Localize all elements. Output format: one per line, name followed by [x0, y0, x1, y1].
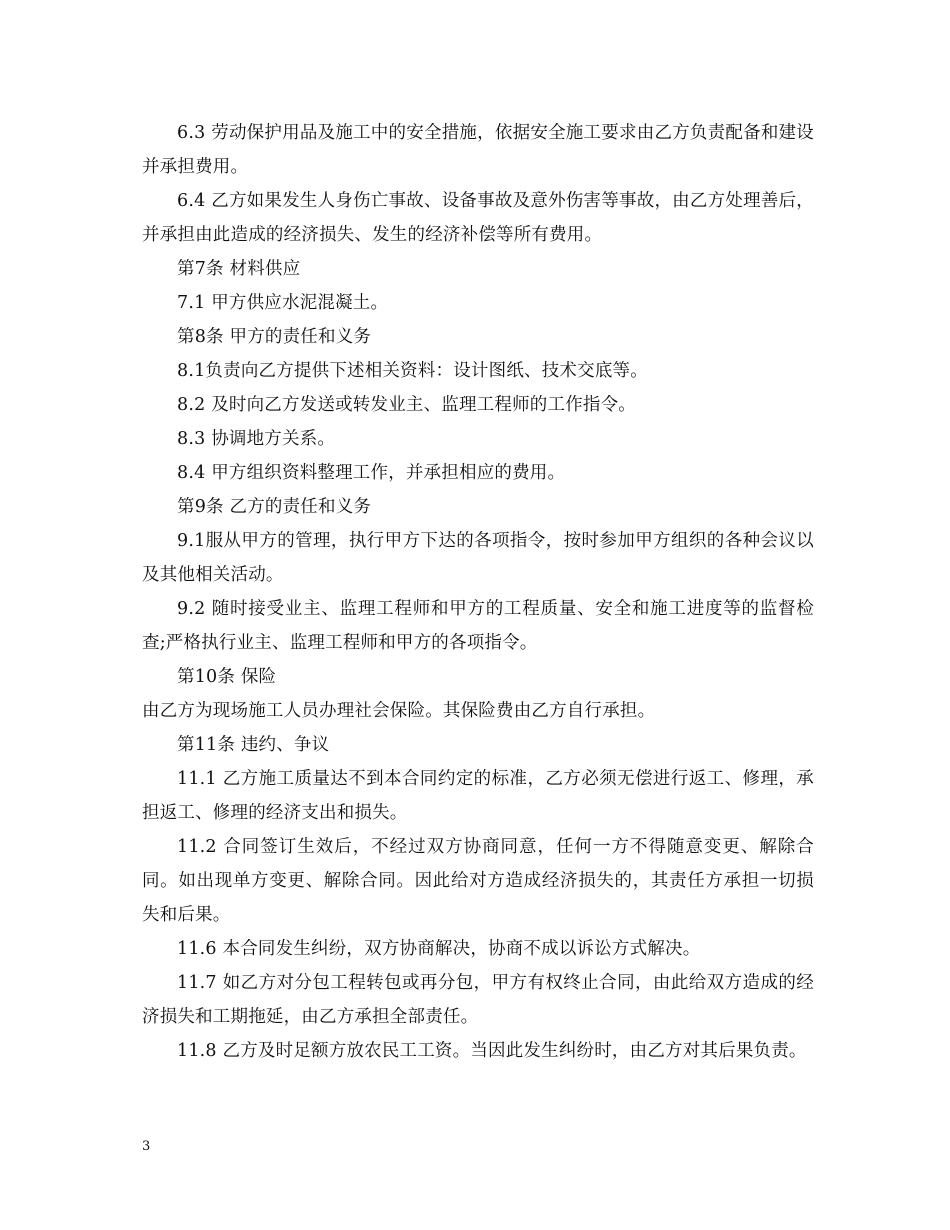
- clause-11-2: 11.2 合同签订生效后，不经过双方协商同意，任何一方不得随意变更、解除合同。如出现单方变更、解除合同。因此给对方造成经济损失的，其责任方承担一切损失和后果。: [142, 837, 814, 925]
- clause-6-3: 6.3 劳动保护用品及施工中的安全措施，依据安全施工要求由乙方负责配备和建设并承担费用。: [142, 123, 814, 177]
- section-heading-10: 第10条 保险: [177, 667, 277, 687]
- clause-9-2: 9.2 随时接受业主、监理工程师和甲方的工程质量、安全和施工进度等的监督检查;严格执行业主、监理工程师和甲方的各项指令。: [142, 599, 814, 653]
- clause-9-1: 9.1服从甲方的管理，执行甲方下达的各项指令，按时参加甲方组织的各种会议以及其他相关活动。: [142, 531, 814, 585]
- section-heading-9: 第9条 乙方的责任和义务: [177, 497, 372, 517]
- section-heading-7: 第7条 材料供应: [177, 259, 301, 279]
- clause-11-1: 11.1 乙方施工质量达不到本合同约定的标准，乙方必须无偿进行返工、修理，承担返工、修理的经济支出和损失。: [142, 769, 814, 823]
- section-heading-8: 第8条 甲方的责任和义务: [177, 327, 372, 347]
- clause-6-4: 6.4 乙方如果发生人身伤亡事故、设备事故及意外伤害等事故，由乙方处理善后，并承担由此造成的经济损失、发生的经济补偿等所有费用。: [142, 191, 814, 245]
- clause-11-7: 11.7 如乙方对分包工程转包或再分包，甲方有权终止合同，由此给双方造成的经济损失和工期拖延，由乙方承担全部责任。: [142, 973, 814, 1027]
- page-number: 3: [142, 1139, 151, 1154]
- clause-7-1: 7.1 甲方供应水泥混凝土。: [177, 293, 389, 313]
- clause-8-3: 8.3 协调地方关系。: [177, 429, 336, 449]
- clause-8-2: 8.2 及时向乙方发送或转发业主、监理工程师的工作指令。: [177, 395, 636, 415]
- clause-10-body: 由乙方为现场施工人员办理社会保险。其保险费由乙方自行承担。: [142, 701, 656, 721]
- document-body: [142, 116, 814, 1068]
- section-heading-11: 第11条 违约、争议: [177, 735, 330, 755]
- clause-11-8: 11.8 乙方及时足额方放农民工工资。当因此发生纠纷时，由乙方对其后果负责。: [177, 1041, 807, 1061]
- clause-11-6: 11.6 本合同发生纠纷，双方协商解决，协商不成以诉讼方式解决。: [177, 939, 701, 959]
- clause-8-1: 8.1负责向乙方提供下述相关资料：设计图纸、技术交底等。: [177, 361, 648, 381]
- clause-8-4: 8.4 甲方组织资料整理工作，并承担相应的费用。: [177, 463, 566, 483]
